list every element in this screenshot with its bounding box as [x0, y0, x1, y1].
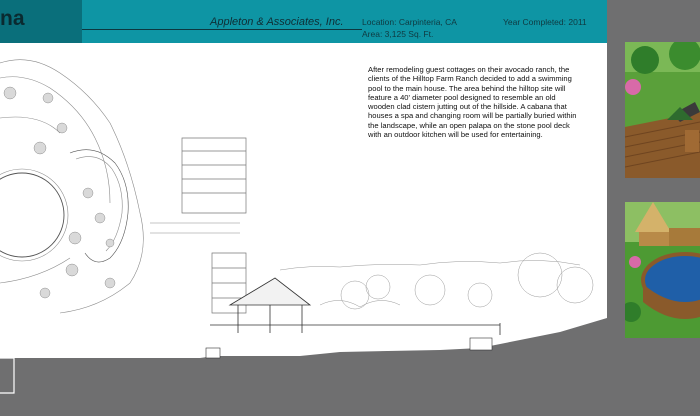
rendering-cistern-pool: [625, 202, 700, 338]
project-location: Location: Carpinteria, CA: [362, 17, 457, 27]
rendering-palapa-deck: [625, 42, 700, 178]
project-title: na: [0, 7, 25, 30]
header-rule: [82, 29, 362, 30]
project-area: Area: 3,125 Sq. Ft.: [362, 29, 434, 39]
project-description: After remodeling guest cottages on their avocado ranch, the clients of the Hilltop Farm Ranch decided to add a swimming pool to the main house. The area behind the hilltop site will feature a 40' diameter pool designed to resemble an old wooden clad cistern jutting out of the hillside. A cabana that houses a spa and changing room will be partially buried within the landscape, while an open palapa on the stone pool deck with an outdoor kitchen will be used for entertaining.: [368, 65, 577, 140]
firm-name: Appleton & Associates, Inc.: [210, 16, 344, 28]
year-completed: Year Completed: 2011: [503, 17, 587, 27]
header-bar: [0, 0, 607, 43]
ground-section: [0, 318, 607, 416]
